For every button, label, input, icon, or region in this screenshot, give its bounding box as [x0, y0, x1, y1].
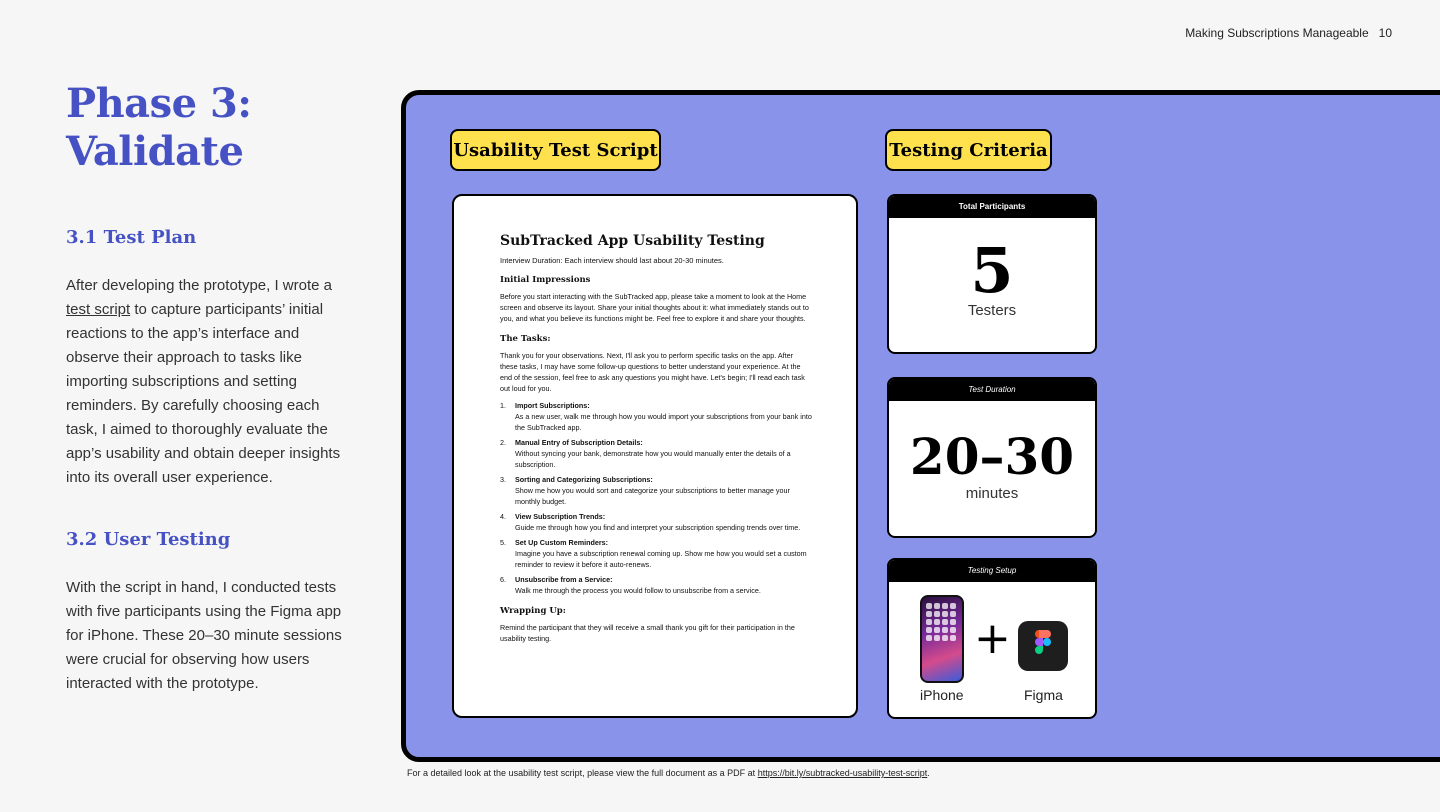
user-testing-paragraph: With the script in hand, I conducted tests with five participants using the Figma app for iPhone. These 20–30 minute sessions were crucial for observing how users interacted with the prototype.: [66, 579, 342, 692]
task-title: Manual Entry of Subscription Details:: [515, 438, 643, 447]
validation-panel: [401, 90, 1440, 762]
task-title: Sorting and Categorizing Subscriptions:: [515, 475, 653, 484]
figma-label: Figma: [1024, 687, 1063, 703]
test-plan-text-post: to capture participants’ initial reactions to the app’s interface and observe their approach to tasks like importing subscriptions and setting reminders. By carefully choosing each task, I aimed to thoroughly evaluate the app’s usability and obtain deeper insights into its overall user experience.: [66, 301, 341, 486]
doc-heading-initial-impressions: Initial Impressions: [500, 275, 591, 285]
task-number: 4.: [500, 512, 506, 521]
page-header: [1185, 26, 1392, 40]
duration-card: [887, 377, 1097, 538]
task-number: 1.: [500, 401, 506, 410]
doc-task-item: [500, 537, 812, 570]
setup-card: [887, 558, 1097, 719]
doc-task-item: [500, 474, 812, 507]
phase-title-line1: Phase 3:: [66, 80, 252, 127]
task-title: Import Subscriptions:: [515, 401, 590, 410]
test-plan-text-pre: After developing the prototype, I wrote a: [66, 277, 332, 294]
participants-unit: Testers: [967, 302, 1017, 319]
duration-card-header: Test Duration: [889, 379, 1095, 401]
pdf-link[interactable]: https://bit.ly/subtracked-usability-test-script: [757, 768, 928, 778]
section-title-user-testing: 3.2 User Testing: [66, 529, 231, 550]
task-description: Without syncing your bank, demonstrate how you would manually enter the details of a subscription.: [515, 449, 791, 469]
task-number: 5.: [500, 538, 506, 547]
phase-title: [66, 80, 346, 176]
participants-card: [887, 194, 1097, 354]
doc-title: SubTracked App Usability Testing: [500, 233, 765, 249]
duration-unit: minutes: [965, 485, 1019, 502]
task-title: View Subscription Trends:: [515, 512, 606, 521]
iphone-label: iPhone: [920, 687, 964, 703]
task-number: 6.: [500, 575, 506, 584]
test-plan-paragraph: [66, 274, 341, 490]
document-title: Making Subscriptions Manageable: [1185, 26, 1369, 40]
doc-task-item: [500, 574, 812, 596]
left-column: [66, 80, 346, 692]
doc-paragraph-wrapping-up: Remind the participant that they will receive a small thank you gift for their participation in the usability testing.: [500, 623, 795, 643]
setup-content: [889, 582, 1095, 719]
iphone-icon: [920, 595, 964, 683]
phase-title-line2: Validate: [66, 128, 244, 175]
test-script-link[interactable]: test script: [66, 301, 131, 318]
footer-end: .: [927, 768, 930, 778]
doc-task-item: [500, 511, 812, 533]
doc-task-item: [500, 400, 812, 433]
figma-icon: [1018, 621, 1068, 671]
setup-card-header: Testing Setup: [889, 560, 1095, 582]
task-description: Guide me through how you find and interpret your subscription spending trends over time.: [515, 523, 801, 532]
testing-criteria-tag: Testing Criteria: [885, 129, 1052, 171]
doc-task-item: [500, 437, 812, 470]
test-script-document: [452, 194, 858, 718]
task-title: Set Up Custom Reminders:: [515, 538, 609, 547]
page-number: 10: [1378, 26, 1392, 40]
usability-test-script-tag: Usability Test Script: [450, 129, 661, 171]
doc-heading-tasks: The Tasks:: [500, 334, 551, 344]
task-description: Show me how you would sort and categorize your subscriptions to better manage your monthly budget.: [515, 486, 790, 506]
duration-value: 20–30: [909, 427, 1075, 486]
task-title: Unsubscribe from a Service:: [515, 575, 613, 584]
plus-icon: +: [974, 613, 1011, 664]
footer-text: For a detailed look at the usability test script, please view the full document as a PDF at: [407, 768, 758, 778]
doc-paragraph-impressions: Before you start interacting with the SubTracked app, please take a moment to look at the Home screen and observe its layout. Share your initial thoughts about it: what immediately stands out to you, and what you believe its functions might be. Feel free to explore it and share your thoughts.: [500, 292, 809, 323]
doc-heading-wrapping-up: Wrapping Up:: [500, 606, 566, 616]
section-title-test-plan: 3.1 Test Plan: [66, 227, 197, 248]
task-description: Walk me through the process you would follow to unsubscribe from a service.: [515, 586, 761, 595]
doc-task-list: [500, 400, 812, 596]
task-number: 2.: [500, 438, 506, 447]
task-description: As a new user, walk me through how you would import your subscriptions from your bank into the SubTracked app.: [515, 412, 812, 432]
participants-card-header: Total Participants: [889, 196, 1095, 218]
task-number: 3.: [500, 475, 506, 484]
footer-note: [407, 768, 930, 778]
doc-subtitle: Interview Duration: Each interview should last about 20-30 minutes.: [500, 256, 724, 265]
participants-count: 5: [970, 234, 1014, 307]
doc-paragraph-tasks: Thank you for your observations. Next, I'll ask you to perform specific tasks on the app. After these tasks, I may have some follow-up questions to better understand your experience. At the end of the session, feel free to ask any questions you might have. Let's begin; I'll read each task out loud for you.: [500, 351, 805, 393]
task-description: Imagine you have a subscription renewal coming up. Show me how you would set a custom reminder to review it before it auto-renews.: [515, 549, 807, 569]
